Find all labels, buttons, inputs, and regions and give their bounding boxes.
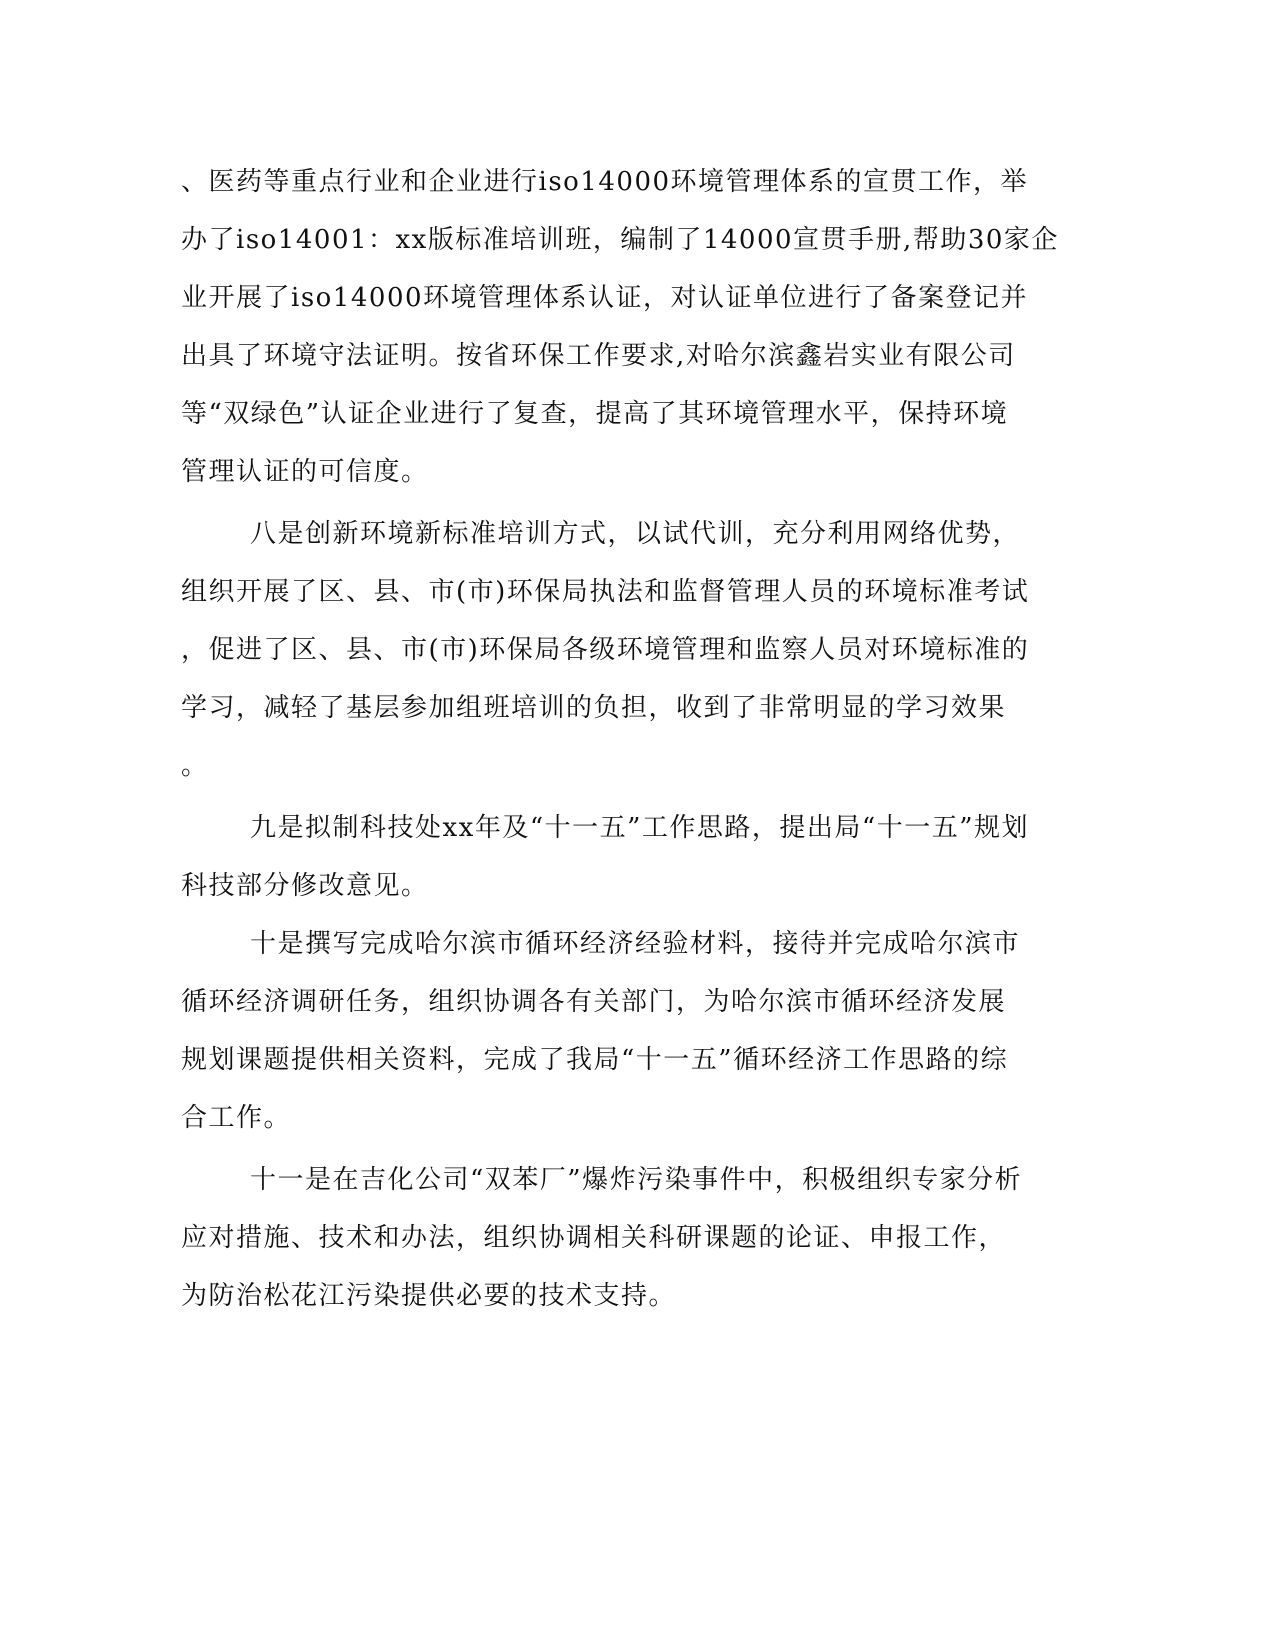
- text-line: 合工作。: [181, 1103, 292, 1133]
- text-line: 等“双绿色”认证企业进行了复查，提高了其环境管理水平，保持环境: [181, 399, 1009, 429]
- paragraph-first-line: 十一是在吉化公司“双苯厂”爆炸污染事件中，积极组织专家分析: [250, 1165, 1023, 1195]
- text-line: ，促进了区、县、市(市)环保局各级环境管理和监察人员对环境标准的: [181, 635, 1030, 665]
- text-line: 业开展了iso14000环境管理体系认证，对认证单位进行了备案登记并: [181, 283, 1029, 313]
- text-line: 办了iso14001：xx版标准培训班，编制了14000宣贯手册,帮助30家企: [181, 225, 1059, 255]
- text-line: 、医药等重点行业和企业进行iso14000环境管理体系的宣贯工作，举: [181, 167, 1029, 197]
- text-line: 规划课题提供相关资料，完成了我局“十一五”循环经济工作思路的综: [181, 1045, 1009, 1075]
- text-line: 出具了环境守法证明。按省环保工作要求,对哈尔滨鑫岩实业有限公司: [181, 341, 1016, 371]
- paragraph-first-line: 十是撰写完成哈尔滨市循环经济经验材料，接待并完成哈尔滨市: [250, 929, 1021, 959]
- text-line: 循环经济调研任务，组织协调各有关部门，为哈尔滨市循环经济发展: [181, 987, 1007, 1017]
- text-line: 管理认证的可信度。: [181, 457, 429, 487]
- text-line: 组织开展了区、县、市(市)环保局执法和监督管理人员的环境标准考试: [181, 577, 1030, 607]
- text-line: 科技部分修改意见。: [181, 871, 429, 901]
- text-line: 。: [181, 751, 209, 781]
- text-line: 学习，减轻了基层参加组班培训的负担，收到了非常明显的学习效果: [181, 693, 1007, 723]
- paragraph-first-line: 八是创新环境新标准培训方式，以试代训，充分利用网络优势，: [250, 519, 1021, 549]
- paragraph-first-line: 九是拟制科技处xx年及“十一五”工作思路，提出局“十一五”规划: [250, 813, 1029, 843]
- text-line: 为防治松花江污染提供必要的技术支持。: [181, 1281, 677, 1311]
- text-line: 应对措施、技术和办法，组织协调相关科研课题的论证、申报工作，: [181, 1223, 1007, 1253]
